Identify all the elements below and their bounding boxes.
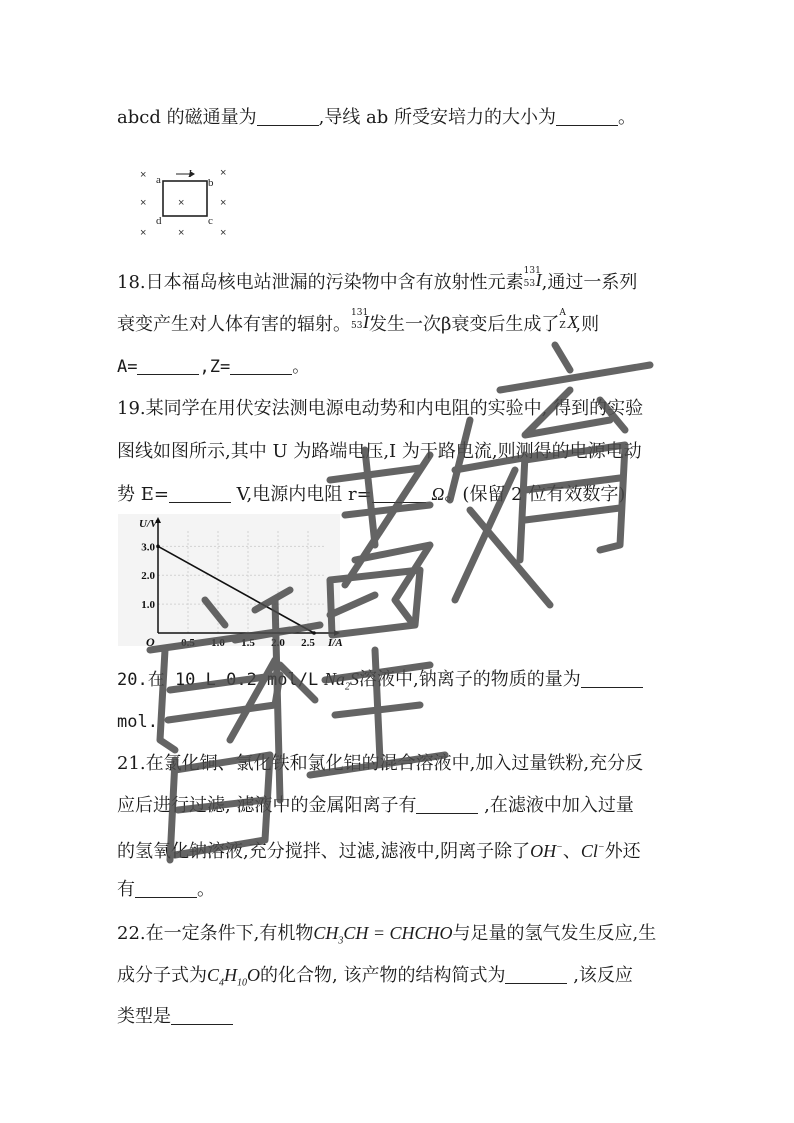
q22-line-2 — [117, 963, 633, 996]
ui-chart — [118, 514, 343, 649]
field-cross: × — [178, 227, 185, 239]
y-tick-label: 1.0 — [141, 599, 155, 612]
q22-text: 22.在一定条件下,有机物 — [117, 923, 314, 944]
label-a: a — [156, 174, 161, 186]
x-tick-label: 2.0 — [271, 637, 285, 649]
crotonaldehyde-formula: $CH_3CH$ = CHCHO — [313, 923, 453, 947]
iodine-nuclide: 131 53 I — [523, 266, 542, 290]
q22-blank-reaction-type — [171, 1006, 233, 1025]
origin-label: O — [146, 635, 155, 649]
square-loop — [163, 181, 207, 216]
q21-blank-anions — [135, 879, 197, 898]
q22-text: ,该反应 — [567, 965, 633, 986]
q21-text: 的氢氧化钠溶液,充分搅拌、过滤,滤液中,阴离子除了 — [117, 841, 531, 862]
q21-text: 外还 — [604, 841, 641, 862]
y-axis-label: U/V — [139, 518, 158, 530]
x-tick-label: 2.5 — [301, 637, 315, 649]
y-tick-label: 2.0 — [141, 570, 155, 583]
q18-line-1 — [117, 266, 638, 295]
q19-blank-r — [372, 484, 426, 503]
x-nuclide: A Z X — [559, 308, 579, 332]
q20-line-2: mol. — [117, 712, 158, 732]
q21-blank-cations — [416, 795, 478, 814]
x-tick-label: 1.0 — [211, 637, 225, 649]
q21-line-4 — [117, 878, 215, 902]
q20-line-1 — [117, 667, 643, 700]
q20-text: 20.在 10 L 0.2 mol/L — [117, 670, 319, 690]
q19-line-3 — [117, 482, 625, 507]
q22-line-1 — [117, 921, 656, 954]
magnetic-field-figure — [128, 160, 238, 245]
q21-text: 有 — [117, 879, 135, 900]
ohm-symbol: Ω — [431, 484, 445, 504]
q18-line-3 — [117, 355, 309, 379]
iodine-nuclide: 131 53 I — [351, 308, 369, 332]
q18-text: 发生一次β衰变后生成了 — [369, 314, 560, 335]
q19-r-label: V,电源内电阻 r= — [230, 484, 372, 505]
field-cross: × — [178, 197, 185, 209]
field-cross: × — [140, 227, 147, 239]
label-b: b — [208, 177, 214, 189]
q19-blank-e — [169, 484, 231, 503]
hydroxide-ion: OH− — [530, 841, 563, 861]
chloride-ion: Cl− — [580, 841, 605, 861]
field-cross: × — [220, 197, 227, 209]
q19-note: 。(保留 2 位有效数字) — [444, 484, 626, 505]
butanol-formula: $C_4H_{10}O$ — [207, 965, 261, 989]
q18-text: 衰变产生对人体有害的辐射。 — [117, 314, 351, 335]
series-point — [312, 631, 316, 635]
q19-line-1: 19.某同学在用伏安法测电源电动势和内电阻的实验中, 得到的实验 — [117, 398, 644, 419]
q20-text: 溶液中,钠离子的物质的量为 — [358, 669, 581, 690]
q22-text: 的化合物, 该产物的结构简式为 — [260, 965, 506, 986]
label-c: c — [208, 215, 213, 227]
q19-line-2: 图线如图所示,其中 U 为路端电压,I 为干路电流,则测得的电源电动 — [117, 441, 642, 462]
q17-line — [117, 106, 636, 130]
q18-end: 。 — [292, 357, 310, 377]
q18-text: ,则 — [575, 314, 600, 335]
q18-line-2 — [117, 308, 600, 337]
q17-text-3: 。 — [618, 107, 637, 128]
field-cross: × — [140, 169, 147, 181]
q18-z-label: ,Z= — [199, 357, 231, 377]
y-tick-label: 3.0 — [141, 541, 155, 554]
q18-text: 18.日本福岛核电站泄漏的污染物中含有放射性元素 — [117, 272, 524, 293]
q19-e-label: 势 E= — [117, 484, 169, 505]
q17-text-2: ,导线 ab 所受安培力的大小为 — [318, 107, 557, 128]
field-cross: × — [220, 167, 227, 179]
q21-line-3 — [117, 836, 641, 864]
q22-blank-structure — [505, 965, 567, 984]
field-cross: × — [220, 227, 227, 239]
q20-blank — [581, 669, 643, 688]
q17-text-1: abcd 的磁通量为 — [117, 107, 257, 128]
q21-text: ,在滤液中加入过量 — [478, 795, 634, 816]
sodium-sulfide-formula: $Na_2S$ — [323, 669, 359, 693]
q22-text: 成分子式为 — [117, 965, 207, 986]
label-current-I: I — [188, 168, 192, 180]
separator: 、 — [562, 841, 581, 862]
x-tick-label: 0.5 — [181, 637, 195, 649]
q18-blank-a — [137, 356, 199, 375]
q17-blank-force — [556, 107, 618, 126]
q21-line-2 — [117, 794, 634, 818]
q18-text: ,通过一系列 — [541, 272, 638, 293]
x-axis-label: I/A — [328, 637, 343, 649]
x-tick-label: 1.5 — [241, 637, 255, 649]
q18-blank-z — [230, 356, 292, 375]
q21-text: 。 — [197, 879, 215, 900]
q21-text: 应后进行过滤, 滤液中的金属阳离子有 — [117, 795, 417, 816]
q17-blank-flux — [257, 107, 319, 126]
label-d: d — [156, 215, 162, 227]
q18-a-label: A= — [117, 357, 138, 377]
q22-text: 与足量的氢气发生反应,生 — [452, 923, 657, 944]
q22-line-3 — [117, 1005, 233, 1029]
q22-text: 类型是 — [117, 1006, 171, 1027]
series-point — [156, 545, 160, 549]
q21-line-1: 21.在氯化铜、氯化铁和氯化铝的混合溶液中,加入过量铁粉,充分反 — [117, 753, 644, 774]
field-cross: × — [140, 197, 147, 209]
